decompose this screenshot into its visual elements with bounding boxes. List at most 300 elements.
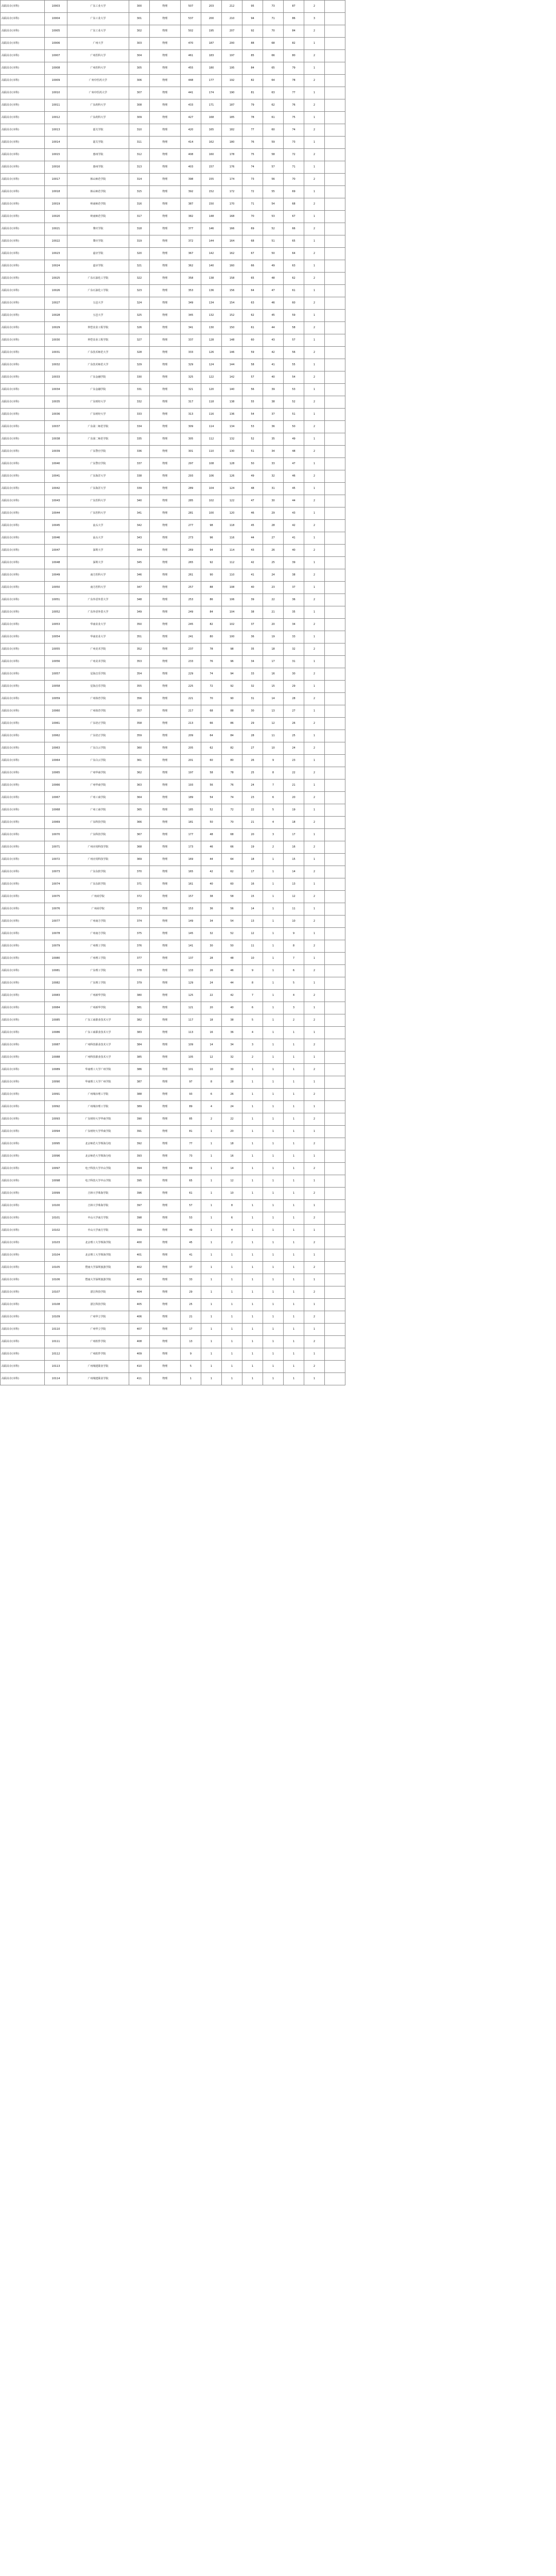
table-cell: 364 [129, 792, 150, 804]
table-cell: 1 [304, 1324, 325, 1336]
table-cell: 1 [242, 1126, 263, 1138]
table-row [1, 545, 556, 557]
table-cell: 广州应用科技学院 [67, 841, 129, 854]
table-cell: 1 [222, 1286, 242, 1299]
table-cell: 38 [284, 569, 304, 582]
table-cell: 物理 [150, 248, 181, 260]
table-row [1, 1126, 556, 1138]
table-cell: 1 [263, 1274, 284, 1286]
table-row [1, 483, 556, 495]
table-cell: 2 [304, 742, 325, 755]
table-cell: 10097 [45, 1163, 67, 1175]
table-cell: 1 [242, 1064, 263, 1076]
table-cell: 201 [181, 755, 201, 767]
table-cell: 56 [284, 347, 304, 359]
table-cell: 物理 [150, 1138, 181, 1150]
table-cell: 深圳大学 [67, 545, 129, 557]
table-row [1, 940, 556, 953]
table-cell: 322 [129, 273, 150, 285]
table-cell: 152 [201, 186, 222, 198]
table-cell: 物理 [150, 1027, 181, 1039]
table-row [1, 13, 556, 25]
table-cell [325, 520, 345, 532]
table-cell: 249 [181, 606, 201, 619]
table-cell: 高职高专(本科) [1, 174, 45, 186]
table-row [1, 829, 556, 841]
table-cell: 物理 [150, 1150, 181, 1163]
table-cell [325, 112, 345, 124]
table-cell: 10100 [45, 1200, 67, 1212]
table-cell: 81 [242, 87, 263, 99]
table-cell: 1 [263, 965, 284, 977]
table-cell: 1 [263, 1262, 284, 1274]
table-cell: 113 [181, 1027, 201, 1039]
table-cell: 5 [181, 1361, 201, 1373]
table-cell: 10103 [45, 1237, 67, 1249]
table-cell: 34 [222, 1039, 242, 1052]
table-cell: 253 [181, 594, 201, 606]
table-cell: 高职高专(本科) [1, 755, 45, 767]
table-cell: 1 [263, 940, 284, 953]
table-cell: 1 [242, 1237, 263, 1249]
table-cell: 28 [222, 1076, 242, 1089]
table-cell: 1 [263, 1212, 284, 1225]
table-cell: 暨南大学深圳旅游学院 [67, 1262, 129, 1274]
table-cell: 五邑大学 [67, 310, 129, 322]
table-cell: 36 [222, 1027, 242, 1039]
table-cell: 高职高专(本科) [1, 50, 45, 62]
table-cell: 物理 [150, 1126, 181, 1138]
table-cell: 10011 [45, 99, 67, 112]
table-row [1, 1299, 556, 1311]
table-cell: 物理 [150, 211, 181, 223]
table-cell: 1 [242, 1373, 263, 1385]
table-cell: 17 [181, 1324, 201, 1336]
table-row [1, 149, 556, 161]
table-cell: 物理 [150, 990, 181, 1002]
table-cell: 10025 [45, 273, 67, 285]
table-cell: 1 [304, 62, 325, 75]
table-cell: 307 [129, 87, 150, 99]
table-cell: 49 [284, 433, 304, 446]
table-cell [325, 13, 345, 25]
table-cell [325, 285, 345, 297]
table-cell: 1 [201, 1361, 222, 1373]
table-cell: 1 [304, 161, 325, 174]
table-cell: 90 [222, 693, 242, 705]
table-cell: 高职高专(本科) [1, 854, 45, 866]
table-cell: 1 [263, 1373, 284, 1385]
table-cell: 深圳大学 [67, 557, 129, 569]
table-cell: 高职高专(本科) [1, 1076, 45, 1089]
table-cell: 吉林大学珠海学院 [67, 1200, 129, 1212]
table-cell [325, 186, 345, 198]
table-cell: 1 [263, 1237, 284, 1249]
table-row [1, 656, 556, 668]
table-cell [325, 310, 345, 322]
table-cell: 1 [304, 1200, 325, 1212]
table-cell: 广东东软学院 [67, 866, 129, 878]
table-cell: 20 [222, 1126, 242, 1138]
table-cell: 337 [129, 458, 150, 470]
table-cell: 1 [263, 916, 284, 928]
table-cell: 200 [201, 13, 222, 25]
table-cell: 1 [201, 1188, 222, 1200]
table-cell: 物理 [150, 1039, 181, 1052]
table-cell: 313 [181, 409, 201, 421]
table-cell: 168 [201, 112, 222, 124]
table-cell: 187 [222, 99, 242, 112]
table-cell: 317 [129, 211, 150, 223]
table-cell: 44 [222, 977, 242, 990]
table-cell: 10081 [45, 965, 67, 977]
table-cell: 9 [181, 1348, 201, 1361]
table-cell: 高职高专(本科) [1, 643, 45, 656]
table-cell: 192 [222, 75, 242, 87]
table-cell: 40 [284, 545, 304, 557]
table-cell: 1 [304, 1101, 325, 1113]
table-cell: 高职高专(本科) [1, 87, 45, 99]
table-cell: 10047 [45, 545, 67, 557]
table-cell: 1 [263, 990, 284, 1002]
table-cell: 10082 [45, 977, 67, 990]
table-cell: 237 [181, 643, 201, 656]
table-cell: 10032 [45, 359, 67, 371]
table-cell: 1 [284, 1262, 304, 1274]
table-cell: 33 [242, 668, 263, 681]
table-cell: 高职高专(本科) [1, 1237, 45, 1249]
table-cell: 物理 [150, 520, 181, 532]
table-cell: 物理 [150, 75, 181, 87]
table-cell: 133 [181, 965, 201, 977]
table-cell: 98 [222, 643, 242, 656]
table-cell: 1 [304, 730, 325, 742]
table-cell: 48 [222, 953, 242, 965]
table-cell: 1 [263, 1101, 284, 1113]
table-cell: 1 [263, 891, 284, 903]
table-cell: 10048 [45, 557, 67, 569]
table-cell: 1 [242, 1361, 263, 1373]
table-cell [325, 594, 345, 606]
table-cell: 68 [284, 198, 304, 211]
table-cell: 62 [201, 742, 222, 755]
table-row [1, 1076, 556, 1089]
table-cell: 37 [242, 619, 263, 631]
table-cell: 物理 [150, 409, 181, 421]
table-cell: 56 [201, 779, 222, 792]
table-cell: 1 [304, 112, 325, 124]
table-cell: 1 [263, 1138, 284, 1150]
table-cell: 10037 [45, 421, 67, 433]
table-cell: 164 [222, 235, 242, 248]
table-cell: 广东石油化工学院 [67, 285, 129, 297]
table-cell [325, 495, 345, 507]
table-cell: 1 [284, 1163, 304, 1175]
table-cell: 265 [181, 557, 201, 569]
table-cell: 1 [304, 285, 325, 297]
table-cell: 1 [263, 854, 284, 866]
table-cell: 405 [129, 1299, 150, 1311]
table-cell: 10060 [45, 705, 67, 718]
table-cell: 1 [242, 1336, 263, 1348]
table-cell: 394 [129, 1163, 150, 1175]
table-cell: 45 [181, 1237, 201, 1249]
table-cell: 1 [263, 977, 284, 990]
table-cell: 20 [201, 1002, 222, 1014]
table-cell: 54 [201, 792, 222, 804]
table-cell: 高职高专(本科) [1, 211, 45, 223]
table-cell: 1 [222, 1336, 242, 1348]
table-row [1, 928, 556, 940]
table-cell: 63 [284, 260, 304, 273]
table-cell: 22 [222, 1113, 242, 1126]
table-cell: 470 [181, 38, 201, 50]
table-cell: 200 [222, 38, 242, 50]
table-cell: 10056 [45, 656, 67, 668]
table-cell: 73 [181, 1150, 201, 1163]
table-cell: 1 [284, 1373, 304, 1385]
table-cell: 物理 [150, 878, 181, 891]
table-cell: 116 [222, 532, 242, 545]
table-cell: 1 [284, 1150, 304, 1163]
table-cell: 43 [263, 334, 284, 347]
table-cell: 高职高专(本科) [1, 359, 45, 371]
table-cell [325, 977, 345, 990]
table-cell: 62 [222, 866, 242, 878]
table-row [1, 643, 556, 656]
table-cell [325, 384, 345, 396]
table-cell: 1 [284, 1076, 304, 1089]
table-cell: 物理 [150, 87, 181, 99]
table-cell [325, 421, 345, 433]
table-cell: 高职高专(本科) [1, 878, 45, 891]
table-cell: 311 [129, 137, 150, 149]
table-cell: 10020 [45, 211, 67, 223]
table-cell: 63 [263, 87, 284, 99]
table-cell [325, 273, 345, 285]
table-cell: 1 [263, 1299, 284, 1311]
table-cell: 物理 [150, 1324, 181, 1336]
table-cell: 广东理工学院 [67, 977, 129, 990]
table-cell: 38 [263, 396, 284, 409]
table-cell: 10012 [45, 112, 67, 124]
table-cell: 高职高专(本科) [1, 557, 45, 569]
table-cell: 26 [263, 545, 284, 557]
table-cell: 102 [222, 619, 242, 631]
table-cell: 高职高专(本科) [1, 928, 45, 940]
table-row [1, 1225, 556, 1237]
table-cell: 物理 [150, 792, 181, 804]
table-cell: 1 [284, 1348, 304, 1361]
table-cell: 1 [242, 1225, 263, 1237]
table-cell [325, 1089, 345, 1101]
table-cell: 59 [263, 137, 284, 149]
table-cell: 10036 [45, 409, 67, 421]
table-cell: 134 [222, 421, 242, 433]
score-table-body [1, 1, 556, 1385]
table-row [1, 1101, 556, 1113]
table-cell: 11 [242, 940, 263, 953]
table-cell: 414 [181, 137, 201, 149]
table-cell: 高职高专(本科) [1, 730, 45, 742]
table-cell: 1 [304, 458, 325, 470]
table-cell: 313 [129, 161, 150, 174]
table-cell: 高职高专(本科) [1, 1200, 45, 1212]
table-cell: 136 [201, 285, 222, 297]
table-cell: 26 [222, 1089, 242, 1101]
table-cell: 58 [263, 149, 284, 161]
table-cell: 112 [222, 557, 242, 569]
table-cell: 31 [263, 483, 284, 495]
table-cell: 8 [222, 1200, 242, 1212]
table-row [1, 384, 556, 396]
table-cell: 82 [222, 742, 242, 755]
table-cell: 323 [129, 285, 150, 297]
table-cell: 2 [304, 1039, 325, 1052]
table-cell: 高职高专(本科) [1, 347, 45, 359]
table-cell [325, 1373, 345, 1385]
table-cell: 广州科技职业技术大学 [67, 1052, 129, 1064]
table-cell: 10019 [45, 198, 67, 211]
table-cell [325, 433, 345, 446]
table-cell: 12 [201, 1052, 222, 1064]
table-cell: 320 [129, 248, 150, 260]
table-cell: 165 [201, 124, 222, 137]
table-cell [325, 668, 345, 681]
table-cell: 2 [304, 594, 325, 606]
table-cell: 高职高专(本科) [1, 705, 45, 718]
table-cell: 32 [201, 928, 222, 940]
table-cell: 高职高专(本科) [1, 1249, 45, 1262]
table-cell: 90 [201, 569, 222, 582]
table-cell: 29 [242, 718, 263, 730]
table-cell: 144 [201, 235, 222, 248]
table-cell: 94 [222, 668, 242, 681]
table-cell: 物理 [150, 25, 181, 38]
table-cell: 广州工商学院 [67, 804, 129, 817]
table-cell: 401 [129, 1249, 150, 1262]
table-cell: 1 [263, 1089, 284, 1101]
table-cell: 378 [129, 965, 150, 977]
table-cell: 1 [304, 804, 325, 817]
table-cell: 27 [242, 742, 263, 755]
table-cell: 高职高专(本科) [1, 1225, 45, 1237]
table-cell: 物理 [150, 1311, 181, 1324]
table-cell: 55 [263, 186, 284, 198]
table-cell: 69 [242, 223, 263, 235]
table-cell: 物理 [150, 1200, 181, 1212]
table-cell [325, 62, 345, 75]
table-cell: 10017 [45, 174, 67, 186]
table-row [1, 1039, 556, 1052]
table-cell [325, 1002, 345, 1014]
table-cell: 高职高专(本科) [1, 841, 45, 854]
table-cell: 1 [284, 1274, 304, 1286]
table-cell: 物理 [150, 186, 181, 198]
table-cell: 185 [181, 804, 201, 817]
table-cell: 114 [222, 545, 242, 557]
table-cell: 1 [284, 1039, 304, 1052]
table-cell: 1 [284, 1225, 304, 1237]
table-cell: 高职高专(本科) [1, 334, 45, 347]
table-row [1, 767, 556, 779]
table-cell: 93 [181, 1089, 201, 1101]
table-cell: 72 [284, 149, 304, 161]
table-cell: 537 [181, 13, 201, 25]
table-cell: 10023 [45, 248, 67, 260]
table-row [1, 124, 556, 137]
table-cell: 高职高专(本科) [1, 532, 45, 545]
table-cell: 358 [129, 718, 150, 730]
table-cell: 402 [129, 1262, 150, 1274]
table-cell: 73 [284, 137, 304, 149]
table-cell: 37 [263, 409, 284, 421]
table-cell: 229 [181, 668, 201, 681]
table-cell: 65 [284, 235, 304, 248]
table-cell: 319 [129, 235, 150, 248]
table-row [1, 285, 556, 297]
table-cell: 15 [263, 681, 284, 693]
table-cell: 1 [304, 1373, 325, 1385]
table-cell: 165 [181, 866, 201, 878]
table-cell: 193 [181, 779, 201, 792]
table-cell: 80 [222, 755, 242, 767]
table-cell: 372 [129, 891, 150, 903]
table-cell: 3 [263, 829, 284, 841]
table-cell: 1 [263, 1052, 284, 1064]
table-cell: 15 [284, 854, 304, 866]
table-cell: 1 [201, 1150, 222, 1163]
table-cell: 10052 [45, 606, 67, 619]
table-cell: 12 [242, 928, 263, 940]
table-cell: 395 [129, 1175, 150, 1188]
table-cell: 79 [242, 99, 263, 112]
table-cell: 397 [129, 1200, 150, 1212]
table-cell: 217 [181, 705, 201, 718]
table-cell: 18 [263, 643, 284, 656]
table-cell: 130 [201, 322, 222, 334]
table-cell: 45 [284, 483, 304, 495]
table-cell: 61 [181, 1188, 201, 1200]
table-cell: 86 [284, 13, 304, 25]
table-cell: 高职高专(本科) [1, 829, 45, 841]
table-cell: 180 [222, 137, 242, 149]
table-cell: 58 [284, 322, 304, 334]
table-cell: 高职高专(本科) [1, 13, 45, 25]
table-cell: 30 [222, 1064, 242, 1076]
table-cell: 高职高专(本科) [1, 149, 45, 161]
table-cell: 385 [129, 1052, 150, 1064]
table-cell: 354 [129, 668, 150, 681]
table-cell [325, 1076, 345, 1089]
table-row [1, 520, 556, 532]
table-cell: 42 [242, 557, 263, 569]
table-cell: 高职高专(本科) [1, 1014, 45, 1027]
table-row [1, 334, 556, 347]
table-cell: 物理 [150, 1014, 181, 1027]
table-cell: 22 [284, 767, 304, 779]
table-cell: 10075 [45, 891, 67, 903]
table-cell: 惠州学院 [67, 149, 129, 161]
table-cell: 1 [304, 409, 325, 421]
table-cell: 广州应用科技学院 [67, 854, 129, 866]
table-cell: 92 [201, 557, 222, 569]
table-cell: 30 [201, 940, 222, 953]
table-cell: 高职高专(本科) [1, 161, 45, 174]
table-cell: 100 [222, 631, 242, 643]
table-cell: 407 [129, 1324, 150, 1336]
table-cell [325, 1348, 345, 1361]
